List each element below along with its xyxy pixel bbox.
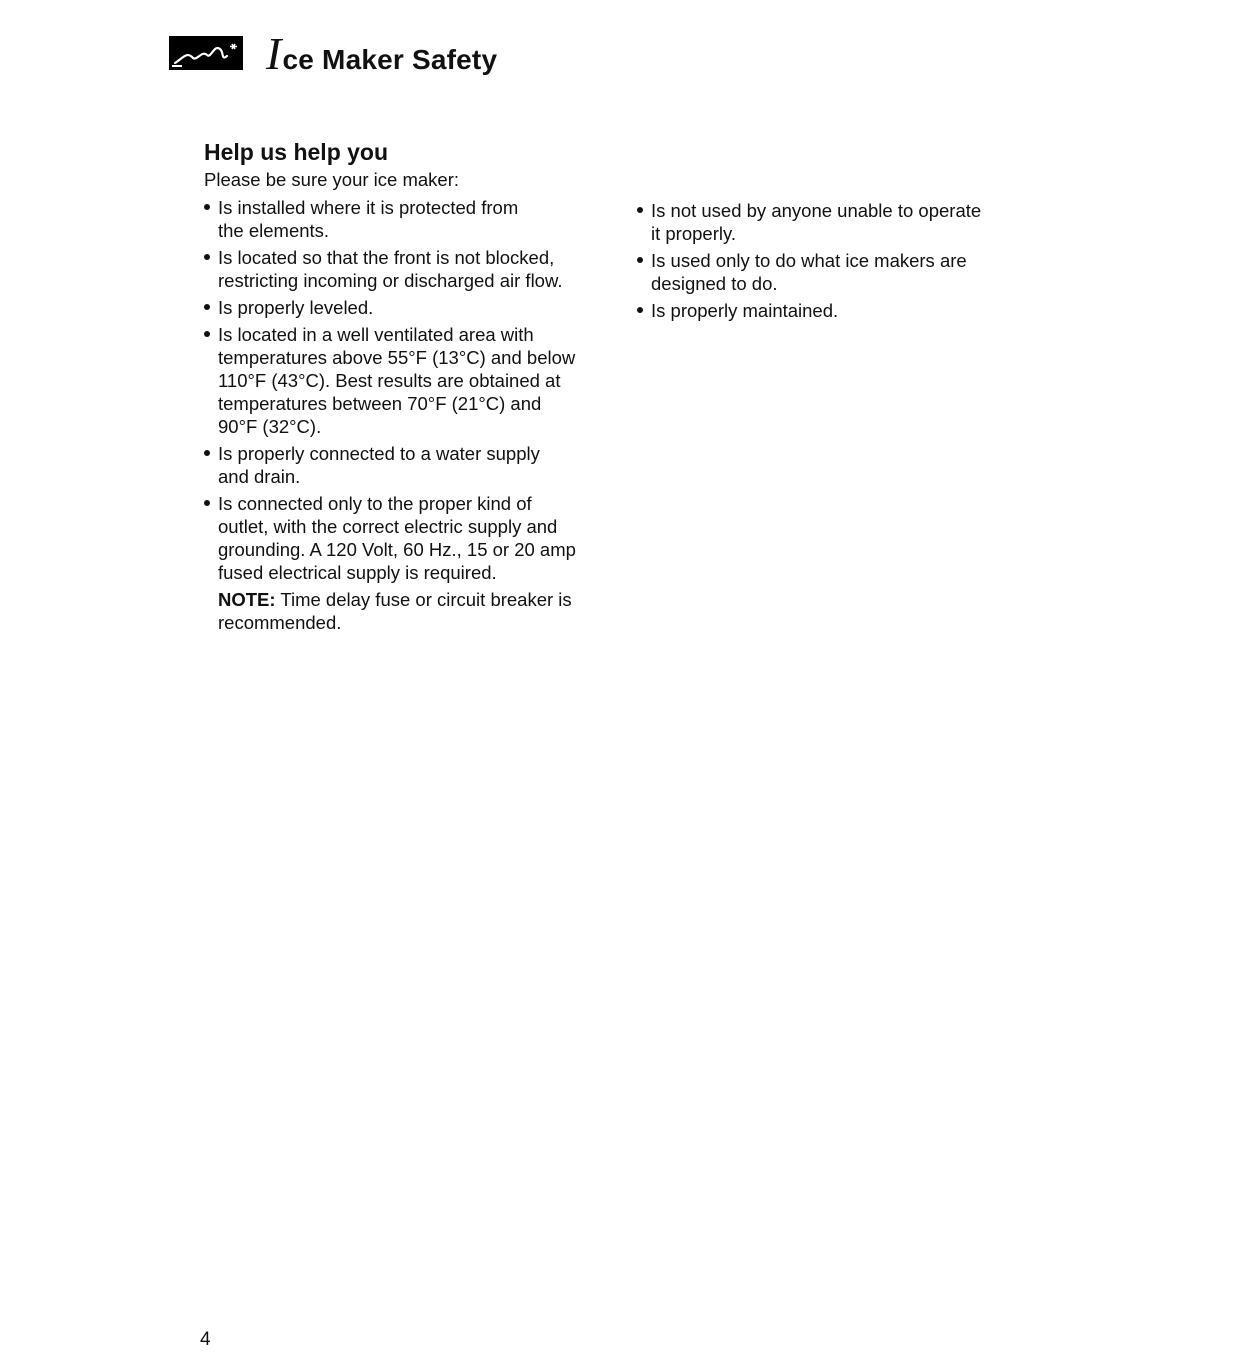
bullet-icon (204, 204, 210, 210)
list-item (204, 246, 604, 292)
list-item (637, 249, 1017, 295)
list-item-text: Is properly leveled. (218, 297, 374, 318)
list-item-text: Is not used by anyone unable to operate it properly. (651, 200, 982, 244)
bullet-icon (637, 307, 643, 313)
note-label: NOTE: (218, 589, 276, 610)
brand-logo-icon (169, 36, 243, 70)
page-title (266, 28, 497, 86)
list-item (204, 296, 604, 319)
bullet-icon (204, 304, 210, 310)
section-intro: Please be sure your ice maker: (204, 169, 460, 190)
bullet-icon (204, 500, 210, 506)
list-item-text: Is used only to do what ice makers are designed to do. (651, 250, 967, 294)
title-initial: I (266, 28, 282, 79)
bullet-icon (637, 207, 643, 213)
list-item-text: Is connected only to the proper kind of outlet, with the correct electric supply and grounding. A 120 Volt, 60 Hz., 15 or 20 amp fused electrical supply is required. (218, 493, 576, 583)
list-item-text: Is installed where it is protected from the elements. (218, 197, 519, 241)
left-bullet-list (204, 196, 604, 638)
note-text: Time delay fuse or circuit breaker is recommended. (218, 589, 572, 633)
note-paragraph (218, 588, 604, 634)
right-bullet-list (637, 199, 1017, 326)
list-item (204, 492, 604, 634)
list-item (637, 299, 1017, 322)
list-item-text: Is located in a well ventilated area with temperatures above 55°F (13°C) and below 110°F (43°C). Best results are obtained at temperatures between 70°F (21°C) and 90°F (32°C). (218, 324, 576, 437)
list-item (204, 323, 604, 438)
bullet-icon (204, 254, 210, 260)
brand-logo-graphic (169, 36, 243, 70)
bullet-icon (204, 450, 210, 456)
title-text: ce Maker Safety (282, 44, 498, 75)
list-item-text: Is properly maintained. (651, 300, 839, 321)
page-number: 4 (200, 1329, 211, 1350)
list-item-text: Is located so that the front is not blocked, restricting incoming or discharged air flow. (218, 247, 563, 291)
section-heading: Help us help you (204, 139, 389, 165)
list-item (637, 199, 1017, 245)
list-item-text: Is properly connected to a water supply and drain. (218, 443, 540, 487)
list-item (204, 196, 604, 242)
bullet-icon (204, 331, 210, 337)
list-item (204, 442, 604, 488)
bullet-icon (637, 257, 643, 263)
